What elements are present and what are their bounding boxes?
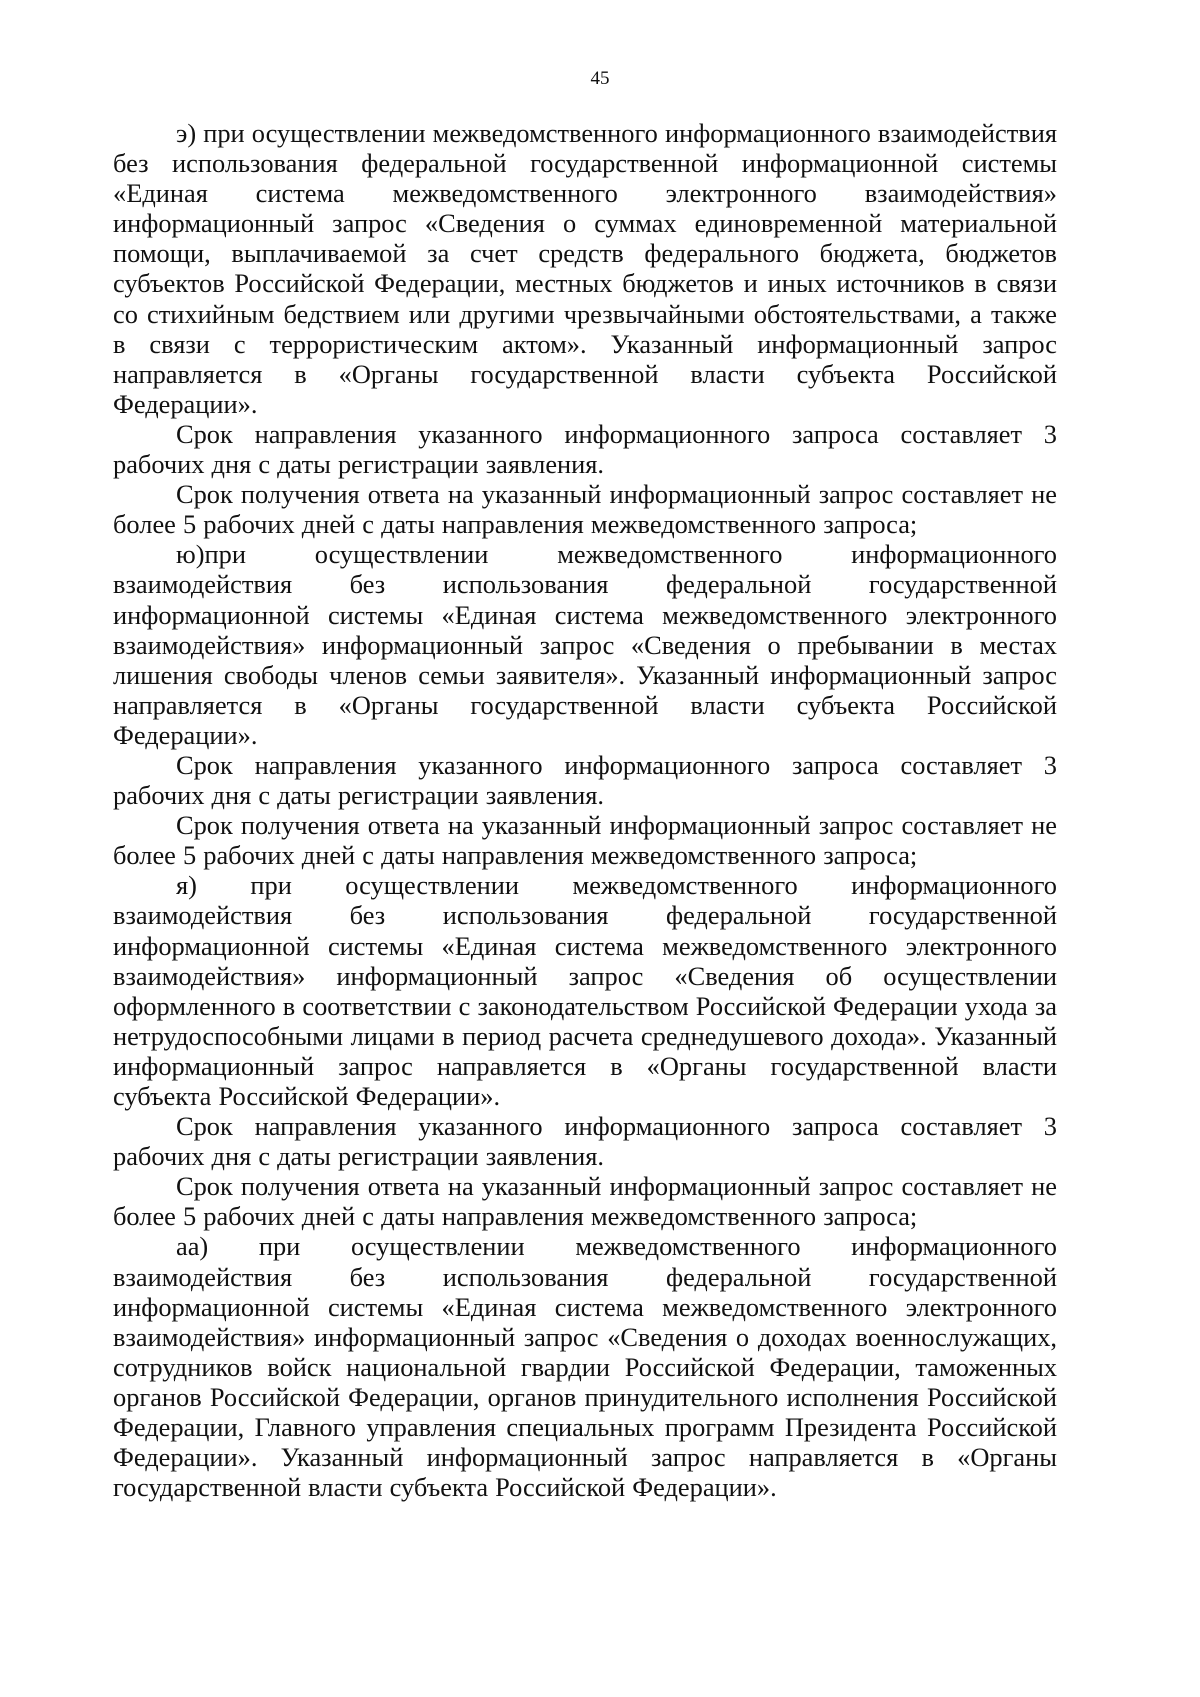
paragraph-request-send-deadline: Срок направления указанного информационного запроса составляет 3 рабочих дня с даты регистрации заявления. — [113, 418, 1057, 480]
document-body — [113, 118, 1057, 1502]
paragraph-request-send-deadline: Срок направления указанного информационного запроса составляет 3 рабочих дня с даты регистрации заявления. — [113, 749, 1057, 811]
paragraph-e-request-material-aid: э) при осуществлении межведомственного информационного взаимодействия без использования федеральной государственной информационной системы «Единая система межведомственного электронного взаимодействия» информационный запрос «Сведения о суммах единовременной материальной помощи, выплачиваемой за счет средств федерального бюджета, бюджетов субъектов Российской Федерации, местных бюджетов и иных источников в связи со стихийным бедствием или другими чрезвычайными обстоятельствами, а также в связи с террористическим актом». Указанный информационный запрос направляется в «Органы государственной власти субъекта Российской Федерации». — [113, 118, 1057, 419]
paragraph-ya-request-care-disabled: я) при осуществлении межведомственного информационного взаимодействия без использования федеральной государственной информационной системы «Единая система межведомственного электронного взаимодействия» информационный запрос «Сведения об осуществлении оформленного в соответствии с законодательством Российской Федерации ухода за нетрудоспособными лицами в период расчета среднедушевого дохода». Указанный информационный запрос направляется в «Органы государственной власти субъекта Российской Федерации». — [113, 870, 1057, 1111]
paragraph-response-deadline: Срок получения ответа на указанный информационный запрос составляет не более 5 рабочих дней с даты направления межведомственного запроса; — [113, 479, 1057, 540]
paragraph-response-deadline: Срок получения ответа на указанный информационный запрос составляет не более 5 рабочих дней с даты направления межведомственного запроса; — [113, 1171, 1057, 1232]
paragraph-request-send-deadline: Срок направления указанного информационного запроса составляет 3 рабочих дня с даты регистрации заявления. — [113, 1111, 1057, 1172]
paragraph-aa-request-military-income: аа) при осуществлении межведомственного информационного взаимодействия без использования федеральной государственной информационной системы «Единая система межведомственного электронного взаимодействия» информационный запрос «Сведения о доходах военнослужащих, сотрудников войск национальной гвардии Российской Федерации, таможенных органов Российской Федерации, органов принудительного исполнения Российской Федерации, Главного управления специальных программ Президента Российской Федерации». Указанный информационный запрос направляется в «Органы государственной власти субъекта Российской Федерации». — [113, 1231, 1057, 1503]
paragraph-response-deadline: Срок получения ответа на указанный информационный запрос составляет не более 5 рабочих дней с даты направления межведомственного запроса; — [113, 810, 1057, 871]
page-number: 45 — [590, 68, 610, 89]
paragraph-yu-request-detention: ю)при осуществлении межведомственного информационного взаимодействия без использования федеральной государственной информационной системы «Единая система межведомственного электронного взаимодействия» информационный запрос «Сведения о пребывании в местах лишения свободы членов семьи заявителя». Указанный информационный запрос направляется в «Органы государственной власти субъекта Российской Федерации». — [113, 539, 1057, 750]
